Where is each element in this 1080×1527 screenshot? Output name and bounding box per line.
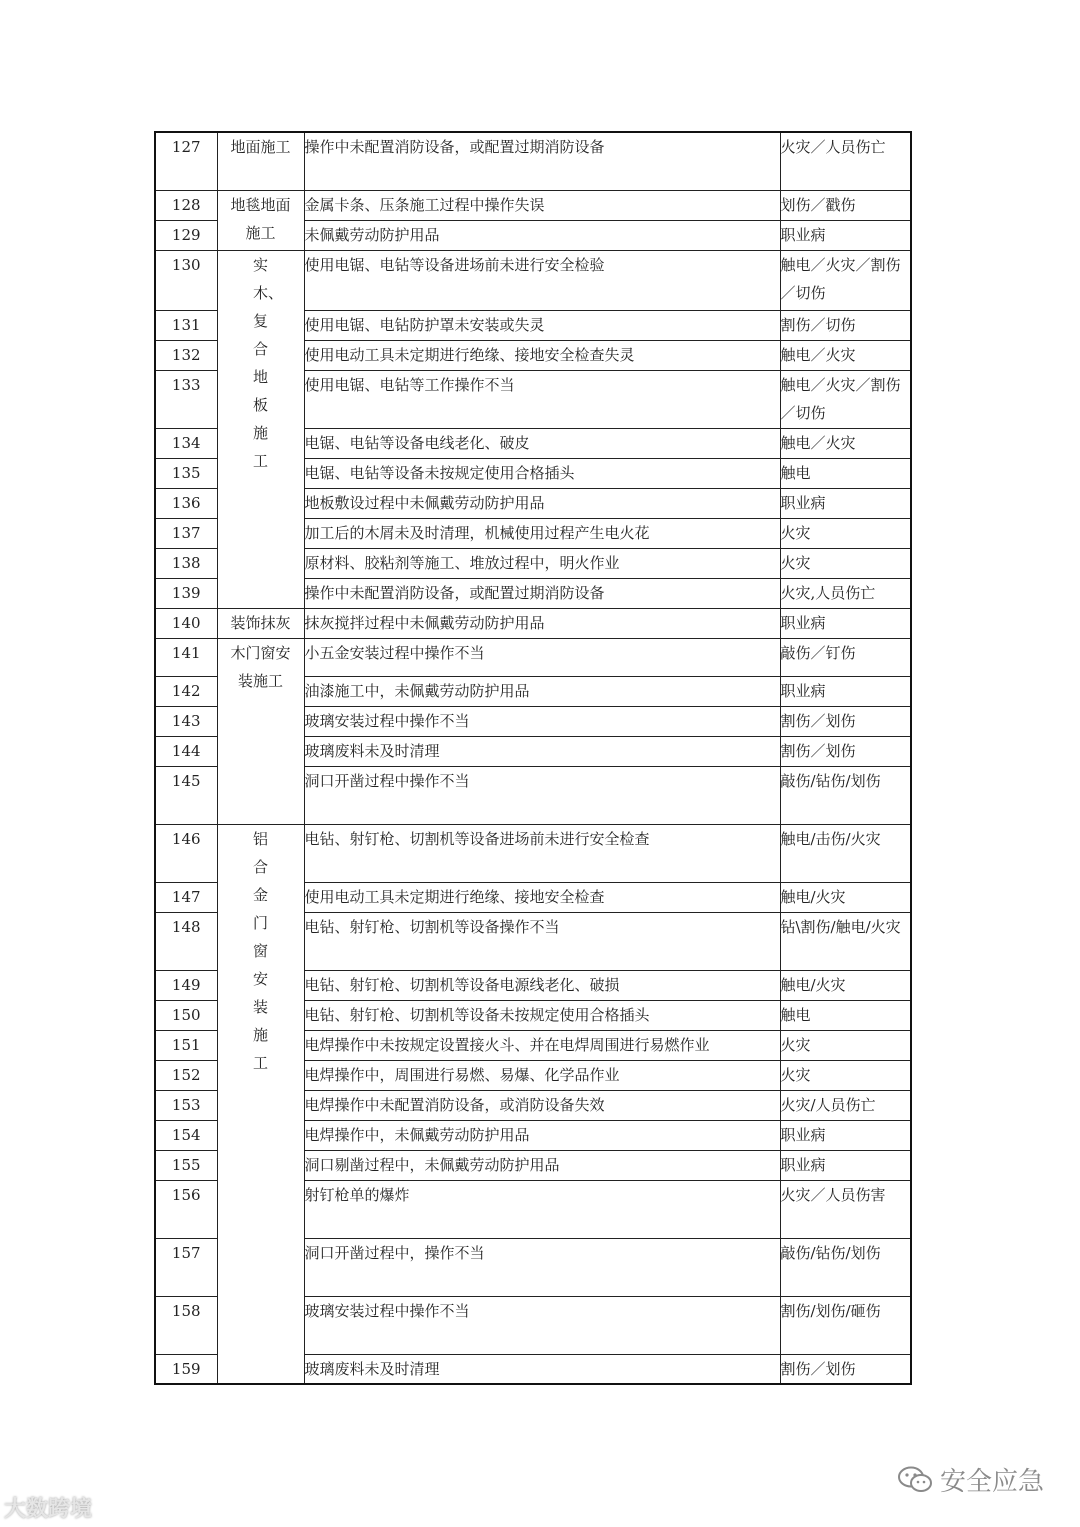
stage-cell xyxy=(217,132,304,190)
hazard-description: 电焊操作中未按规定设置接火斗、并在电焊周围进行易燃作业 xyxy=(304,1030,780,1060)
row-number: 156 xyxy=(155,1180,217,1238)
possible-consequence: 触电／火灾／割伤／切伤 xyxy=(780,370,911,428)
table-row xyxy=(155,608,911,638)
possible-consequence: 火灾 xyxy=(780,1060,911,1090)
stage-label: 装饰抹灰 xyxy=(230,613,291,632)
possible-consequence: 划伤／戳伤 xyxy=(780,190,911,220)
possible-consequence: 火灾 xyxy=(780,518,911,548)
row-number: 159 xyxy=(155,1354,217,1384)
row-number: 138 xyxy=(155,548,217,578)
row-number: 152 xyxy=(155,1060,217,1090)
hazard-description: 电锯、电钻等设备未按规定使用合格插头 xyxy=(304,458,780,488)
hazard-description: 抹灰搅拌过程中未佩戴劳动防护用品 xyxy=(304,608,780,638)
hazard-description: 小五金安装过程中操作不当 xyxy=(304,638,780,676)
row-number: 133 xyxy=(155,370,217,428)
table-row xyxy=(155,190,911,220)
hazard-description: 电焊操作中，未佩戴劳动防护用品 xyxy=(304,1120,780,1150)
row-number: 140 xyxy=(155,608,217,638)
possible-consequence: 割伤／切伤 xyxy=(780,310,911,340)
possible-consequence: 职业病 xyxy=(780,608,911,638)
row-number: 146 xyxy=(155,824,217,882)
stage-label: 地面施工 xyxy=(230,138,291,156)
possible-consequence: 火灾 xyxy=(780,1030,911,1060)
possible-consequence: 职业病 xyxy=(780,1150,911,1180)
hazard-description: 金属卡条、压条施工过程中操作失误 xyxy=(304,190,780,220)
row-number: 130 xyxy=(155,250,217,310)
hazard-description: 电钻、射钉枪、切割机等设备电源线老化、破损 xyxy=(304,970,780,1000)
hazard-table-body xyxy=(155,132,911,1384)
hazard-description: 使用电锯、电钻等工作操作不当 xyxy=(304,370,780,428)
possible-consequence: 触电／火灾 xyxy=(780,428,911,458)
hazard-description: 操作中未配置消防设备，或配置过期消防设备 xyxy=(304,132,780,190)
hazard-description: 玻璃废料未及时清理 xyxy=(304,1354,780,1384)
row-number: 141 xyxy=(155,638,217,676)
row-number: 147 xyxy=(155,882,217,912)
possible-consequence: 触电／火灾 xyxy=(780,340,911,370)
row-number: 154 xyxy=(155,1120,217,1150)
possible-consequence: 敲伤/钻伤/划伤 xyxy=(780,1238,911,1296)
row-number: 148 xyxy=(155,912,217,970)
possible-consequence: 触电/击伤/火灾 xyxy=(780,824,911,882)
row-number: 143 xyxy=(155,706,217,736)
table-row xyxy=(155,824,911,882)
possible-consequence: 触电／火灾／割伤／切伤 xyxy=(780,250,911,310)
row-number: 153 xyxy=(155,1090,217,1120)
row-number: 145 xyxy=(155,766,217,824)
table-row xyxy=(155,638,911,676)
row-number: 128 xyxy=(155,190,217,220)
row-number: 158 xyxy=(155,1296,217,1354)
stage-cell xyxy=(217,824,304,1384)
row-number: 142 xyxy=(155,676,217,706)
stage-label: 实木、复合地板施工 xyxy=(253,255,284,470)
watermark-right xyxy=(898,1461,1044,1498)
possible-consequence: 割伤/划伤/砸伤 xyxy=(780,1296,911,1354)
possible-consequence: 职业病 xyxy=(780,1120,911,1150)
table-row xyxy=(155,250,911,310)
hazard-description: 使用电动工具未定期进行绝缘、接地安全检查 xyxy=(304,882,780,912)
possible-consequence: 割伤／划伤 xyxy=(780,736,911,766)
watermark-right-text: 安全应急 xyxy=(939,1467,1044,1497)
possible-consequence: 火灾／人员伤亡 xyxy=(780,132,911,190)
row-number: 139 xyxy=(155,578,217,608)
table-row xyxy=(155,132,911,190)
possible-consequence: 火灾/人员伤亡 xyxy=(780,1090,911,1120)
stage-label: 木门窗安装施工 xyxy=(230,643,291,690)
hazard-description: 玻璃安装过程中操作不当 xyxy=(304,706,780,736)
possible-consequence: 职业病 xyxy=(780,220,911,250)
possible-consequence: 割伤／划伤 xyxy=(780,706,911,736)
hazard-description: 电钻、射钉枪、切割机等设备操作不当 xyxy=(304,912,780,970)
row-number: 155 xyxy=(155,1150,217,1180)
possible-consequence: 火灾 xyxy=(780,548,911,578)
row-number: 131 xyxy=(155,310,217,340)
hazard-description: 玻璃安装过程中操作不当 xyxy=(304,1296,780,1354)
stage-cell xyxy=(217,190,304,250)
row-number: 150 xyxy=(155,1000,217,1030)
possible-consequence: 火灾／人员伤害 xyxy=(780,1180,911,1238)
hazard-description: 电钻、射钉枪、切割机等设备进场前未进行安全检查 xyxy=(304,824,780,882)
hazard-description: 使用电锯、电钻防护罩未安装或失灵 xyxy=(304,310,780,340)
row-number: 157 xyxy=(155,1238,217,1296)
hazard-description: 电焊操作中未配置消防设备，或消防设备失效 xyxy=(304,1090,780,1120)
stage-cell xyxy=(217,608,304,638)
hazard-description: 电焊操作中，周围进行易燃、易爆、化学品作业 xyxy=(304,1060,780,1090)
hazard-description: 地板敷设过程中未佩戴劳动防护用品 xyxy=(304,488,780,518)
row-number: 132 xyxy=(155,340,217,370)
possible-consequence: 职业病 xyxy=(780,676,911,706)
possible-consequence: 敲伤/钻伤/划伤 xyxy=(780,766,911,824)
possible-consequence: 敲伤／钉伤 xyxy=(780,638,911,676)
stage-label: 地毯地面施工 xyxy=(230,195,291,242)
hazard-description: 洞口开凿过程中，操作不当 xyxy=(304,1238,780,1296)
row-number: 137 xyxy=(155,518,217,548)
watermark-left-text: 大数跨境 xyxy=(4,1497,93,1522)
possible-consequence: 触电 xyxy=(780,1000,911,1030)
hazard-description: 未佩戴劳动防护用品 xyxy=(304,220,780,250)
possible-consequence: 触电/火灾 xyxy=(780,970,911,1000)
hazard-description: 电锯、电钻等设备电线老化、破皮 xyxy=(304,428,780,458)
possible-consequence: 割伤／划伤 xyxy=(780,1354,911,1384)
hazard-description: 使用电动工具未定期进行绝缘、接地安全检查失灵 xyxy=(304,340,780,370)
row-number: 144 xyxy=(155,736,217,766)
stage-label: 铝合金门窗安装施工 xyxy=(253,829,269,1072)
stage-cell xyxy=(217,638,304,824)
row-number: 149 xyxy=(155,970,217,1000)
row-number: 134 xyxy=(155,428,217,458)
hazard-description: 洞口剔凿过程中，未佩戴劳动防护用品 xyxy=(304,1150,780,1180)
hazard-description: 射钉枪单的爆炸 xyxy=(304,1180,780,1238)
hazard-table xyxy=(154,131,912,1385)
possible-consequence: 触电 xyxy=(780,458,911,488)
hazard-description: 操作中未配置消防设备，或配置过期消防设备 xyxy=(304,578,780,608)
hazard-description: 洞口开凿过程中操作不当 xyxy=(304,766,780,824)
hazard-description: 油漆施工中，未佩戴劳动防护用品 xyxy=(304,676,780,706)
row-number: 151 xyxy=(155,1030,217,1060)
row-number: 127 xyxy=(155,132,217,190)
row-number: 129 xyxy=(155,220,217,250)
possible-consequence: 火灾,人员伤亡 xyxy=(780,578,911,608)
hazard-description: 玻璃废料未及时清理 xyxy=(304,736,780,766)
hazard-description: 原材料、胶粘剂等施工、堆放过程中，明火作业 xyxy=(304,548,780,578)
row-number: 135 xyxy=(155,458,217,488)
hazard-description: 加工后的木屑未及时清理，机械使用过程产生电火花 xyxy=(304,518,780,548)
stage-cell xyxy=(217,250,304,608)
row-number: 136 xyxy=(155,488,217,518)
wechat-icon xyxy=(898,1466,932,1494)
possible-consequence: 职业病 xyxy=(780,488,911,518)
possible-consequence: 触电/火灾 xyxy=(780,882,911,912)
watermark-left xyxy=(4,1492,92,1523)
hazard-description: 使用电锯、电钻等设备进场前未进行安全检验 xyxy=(304,250,780,310)
hazard-description: 电钻、射钉枪、切割机等设备未按规定使用合格插头 xyxy=(304,1000,780,1030)
possible-consequence: 钻\割伤/触电/火灾 xyxy=(780,912,911,970)
